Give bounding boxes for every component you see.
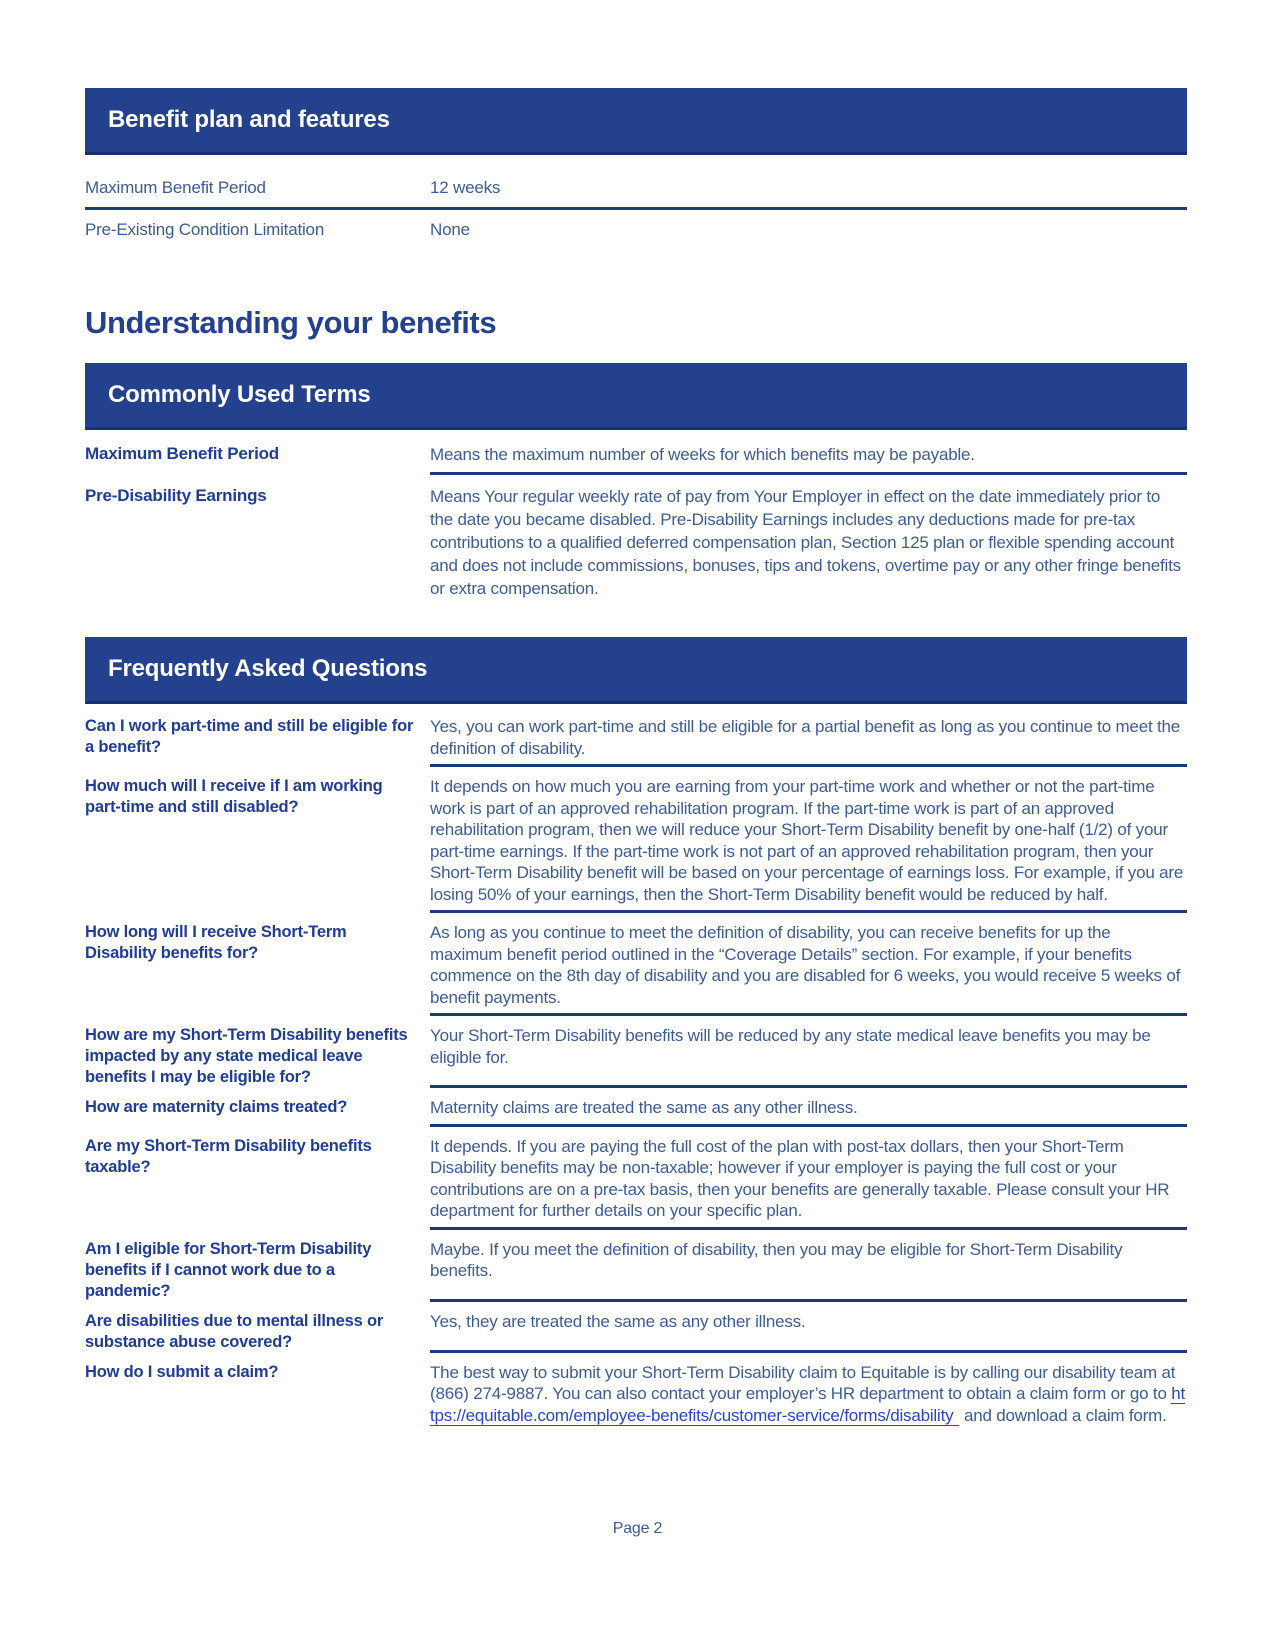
faq-answer-text: The best way to submit your Short-Term Disability claim to Equitable is by calling our disability team at (866) 274-9887. You can also contact your employer’s HR department to obtain a claim form or go to — [430, 1362, 1176, 1403]
plan-label: Maximum Benefit Period — [85, 178, 266, 197]
faq-question: Are disabilities due to mental illness or substance abuse covered? — [85, 1311, 384, 1351]
plan-row-pre-existing-condition — [85, 210, 1187, 249]
faq-banner-title: Frequently Asked Questions — [108, 655, 428, 682]
faq-row — [85, 1311, 1187, 1353]
faq-answer: Maybe. If you meet the definition of disability, then you may be eligible for Short-Term Disability benefits. — [430, 1239, 1187, 1302]
faq-question: Am I eligible for Short-Term Disability benefits if I cannot work due to a pandemic? — [85, 1239, 372, 1300]
term-label: Maximum Benefit Period — [85, 444, 279, 463]
benefit-plan-banner — [85, 88, 1187, 155]
term-definition: Means the maximum number of weeks for which benefits may be payable. — [430, 443, 1187, 475]
faq-question: Can I work part-time and still be eligible for a benefit? — [85, 717, 414, 756]
faq-row — [85, 1136, 1187, 1230]
faq-banner — [85, 637, 1187, 704]
faq-question: How are my Short-Term Disability benefits impacted by any state medical leave benefits I may be eligible for? — [85, 1026, 408, 1086]
faq-answer — [430, 1362, 1187, 1427]
faq-question: How do I submit a claim? — [85, 1362, 279, 1381]
benefit-plan-banner-title: Benefit plan and features — [108, 106, 390, 133]
faq-answer: Your Short-Term Disability benefits will be reduced by any state medical leave benefits you may be eligible for. — [430, 1025, 1187, 1088]
faq-answer: As long as you continue to meet the definition of disability, you can receive benefits for up the maximum benefit period outlined in the “Coverage Details” section. For example, if your benefits commence on the 8th day of disability and you are disabled for 6 weeks, you would receive 5 weeks of benefit payments. — [430, 922, 1187, 1016]
faq-question: How long will I receive Short-Term Disability benefits for? — [85, 923, 347, 962]
commonly-used-terms-banner — [85, 363, 1187, 430]
term-definition: Means Your regular weekly rate of pay from Your Employer in effect on the date immediately prior to the date you became disabled. Pre-Disability Earnings includes any deductions made for pre-tax contributions to a qualified deferred compensation plan, Section 125 plan or flexible spending account and does not include commissions, bonuses, tips and tokens, overtime pay or any other fringe benefits or extra compensation. — [430, 487, 1181, 598]
faq-row — [85, 922, 1187, 1016]
term-row — [85, 443, 1187, 475]
faq-row — [85, 1097, 1187, 1127]
benefit-plan-table — [85, 168, 1187, 249]
page-number: Page 2 — [612, 1520, 663, 1537]
plan-row-max-benefit-period — [85, 168, 1187, 210]
claim-form-link[interactable]: https://equitable.com/employee-benefits/customer-service/forms/disability — [430, 1384, 1185, 1425]
term-label: Pre-Disability Earnings — [85, 486, 267, 505]
faq-question: How are maternity claims treated? — [85, 1098, 348, 1116]
faq-table — [85, 716, 1187, 1426]
faq-answer: Maternity claims are treated the same as any other illness. — [430, 1097, 1187, 1127]
faq-row — [85, 1239, 1187, 1302]
terms-table — [85, 443, 1187, 600]
term-row — [85, 485, 1187, 600]
faq-question: How much will I receive if I am working part-time and still disabled? — [85, 777, 383, 816]
faq-row — [85, 776, 1187, 913]
faq-answer: It depends. If you are paying the full cost of the plan with post-tax dollars, then your Short-Term Disability benefits may be non-taxable; however if your employer is paying the full cost or your contributions are on a pre-tax basis, then your benefits are generally taxable. Please consult your HR department for further details on your specific plan. — [430, 1136, 1187, 1230]
understanding-benefits-heading: Understanding your benefits — [85, 305, 497, 340]
faq-row — [85, 716, 1187, 767]
plan-value: None — [430, 220, 470, 239]
faq-row — [85, 1025, 1187, 1088]
plan-value: 12 weeks — [430, 178, 501, 197]
faq-answer: It depends on how much you are earning from your part-time work and whether or not the part-time work is part of an approved rehabilitation program. If the part-time work is part of an approved rehabilitation program, then we will reduce your Short-Term Disability benefit by one-half (1/2) of your part-time earnings. If the part-time work is not part of an approved rehabilitation program, then your Short-Term Disability benefit will be based on your percentage of earnings loss. For example, if you are losing 50% of your earnings, then the Short-Term Disability benefit would be reduced by half. — [430, 776, 1187, 913]
plan-label: Pre-Existing Condition Limitation — [85, 220, 325, 239]
faq-question: Are my Short-Term Disability benefits taxable? — [85, 1136, 372, 1176]
faq-row — [85, 1362, 1187, 1427]
faq-answer: Yes, they are treated the same as any other illness. — [430, 1311, 1187, 1353]
faq-answer: Yes, you can work part-time and still be eligible for a partial benefit as long as you continue to meet the definition of disability. — [430, 716, 1187, 767]
commonly-used-terms-banner-title: Commonly Used Terms — [108, 381, 371, 408]
faq-answer-text: and download a claim form. — [959, 1405, 1167, 1425]
